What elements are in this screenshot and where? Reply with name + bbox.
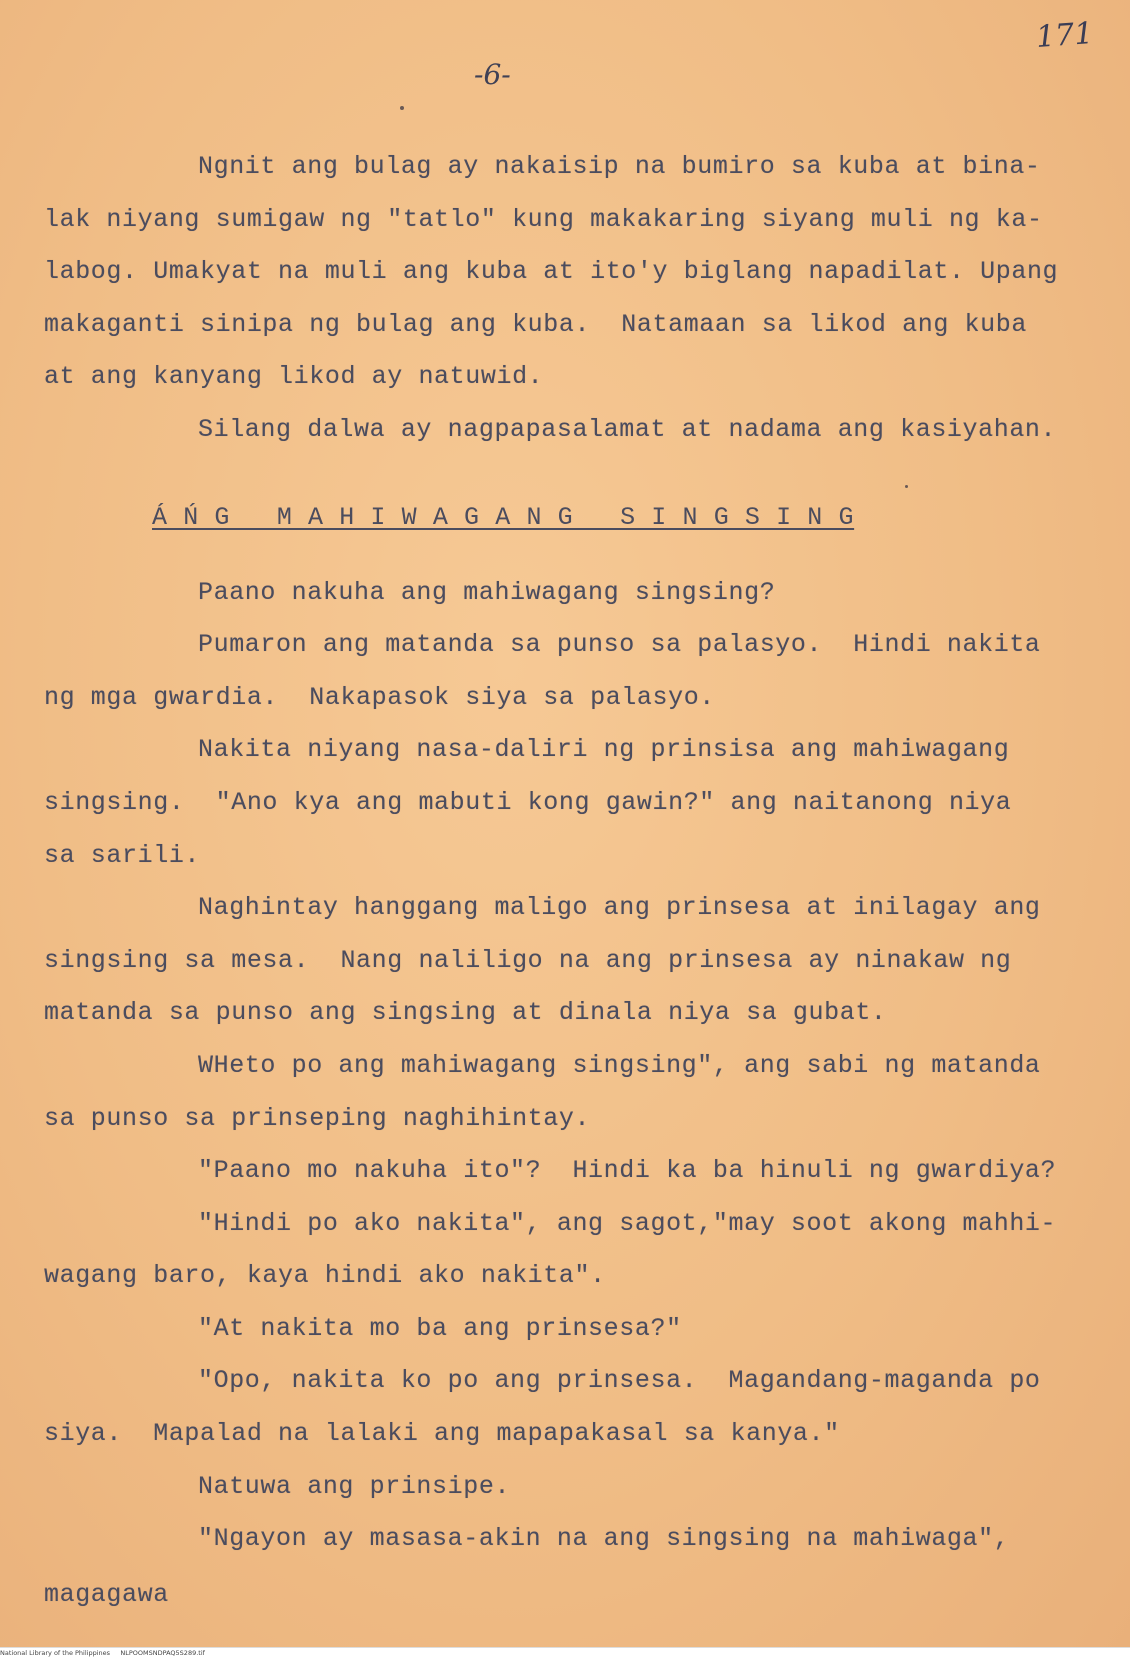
text-line: "Paano mo nakuha ito"? Hindi ka ba hinuli ng gwardiya? xyxy=(198,1156,1057,1185)
text-line: Natuwa ang prinsipe. xyxy=(198,1472,511,1501)
text-line: wagang baro, kaya hindi ako nakita". xyxy=(44,1261,606,1290)
text-line: "Opo, nakita ko po ang prinsesa. Magandang-maganda po xyxy=(198,1366,1041,1395)
text-line: Ngnit ang bulag ay nakaisip na bumiro sa kuba at bina- xyxy=(198,152,1041,181)
text-line: Pumaron ang matanda sa punso sa palasyo. Hindi nakita xyxy=(198,630,1041,659)
paper-speck xyxy=(400,106,404,110)
text-line: siya. Mapalad na lalaki ang mapapakasal sa kanya." xyxy=(44,1419,840,1448)
text-line: matanda sa punso ang singsing at dinala niya sa gubat. xyxy=(44,998,887,1027)
scan-footer: National Library of the Philippines NLPOOMSNDPAQ5S289.tif xyxy=(0,1647,1130,1658)
text-line: "At nakita mo ba ang prinsesa?" xyxy=(198,1314,682,1343)
text-line: labog. Umakyat na muli ang kuba at ito'y biglang napadilat. Upang xyxy=(44,257,1059,286)
text-line: at ang kanyang likod ay natuwid. xyxy=(44,362,544,391)
text-line: ng mga gwardia. Nakapasok siya sa palasyo. xyxy=(44,683,715,712)
text-line: singsing. "Ano kya ang mabuti kong gawin?" ang naitanong niya xyxy=(44,788,1012,817)
text-line: Silang dalwa ay nagpapasalamat at nadama ang kasiyahan. xyxy=(198,415,1057,444)
text-line: "Hindi po ako nakita", ang sagot,"may soot akong mahhi- xyxy=(198,1209,1057,1238)
text-line: Paano nakuha ang mahiwagang singsing? xyxy=(198,578,776,607)
text-line: sa punso sa prinseping naghihintay. xyxy=(44,1104,591,1133)
text-line: "Ngayon ay masasa-akin na ang singsing na mahiwaga", xyxy=(198,1524,1010,1553)
text-line: singsing sa mesa. Nang naliligo na ang prinsesa ay ninakaw ng xyxy=(44,946,1012,975)
text-line: Naghintay hanggang maligo ang prinsesa at inilagay ang xyxy=(198,893,1041,922)
paper-speck xyxy=(905,485,908,488)
page-number: -6- xyxy=(474,58,511,91)
section-title: Á Ń G M A H I W A G A N G S I N G S I N G xyxy=(152,503,855,532)
text-line: WHeto po ang mahiwagang singsing", ang sabi ng matanda xyxy=(198,1051,1041,1080)
folio-number: 171 xyxy=(1034,16,1095,55)
text-line: magagawa xyxy=(44,1580,169,1609)
text-line: lak niyang sumigaw ng "tatlo" kung makakaring siyang muli ng ka- xyxy=(44,205,1043,234)
text-line: makaganti sinipa ng bulag ang kuba. Natamaan sa likod ang kuba xyxy=(44,310,1027,339)
text-line: Nakita niyang nasa-daliri ng prinsisa ang mahiwagang xyxy=(198,735,1010,764)
text-line: sa sarili. xyxy=(44,841,201,870)
